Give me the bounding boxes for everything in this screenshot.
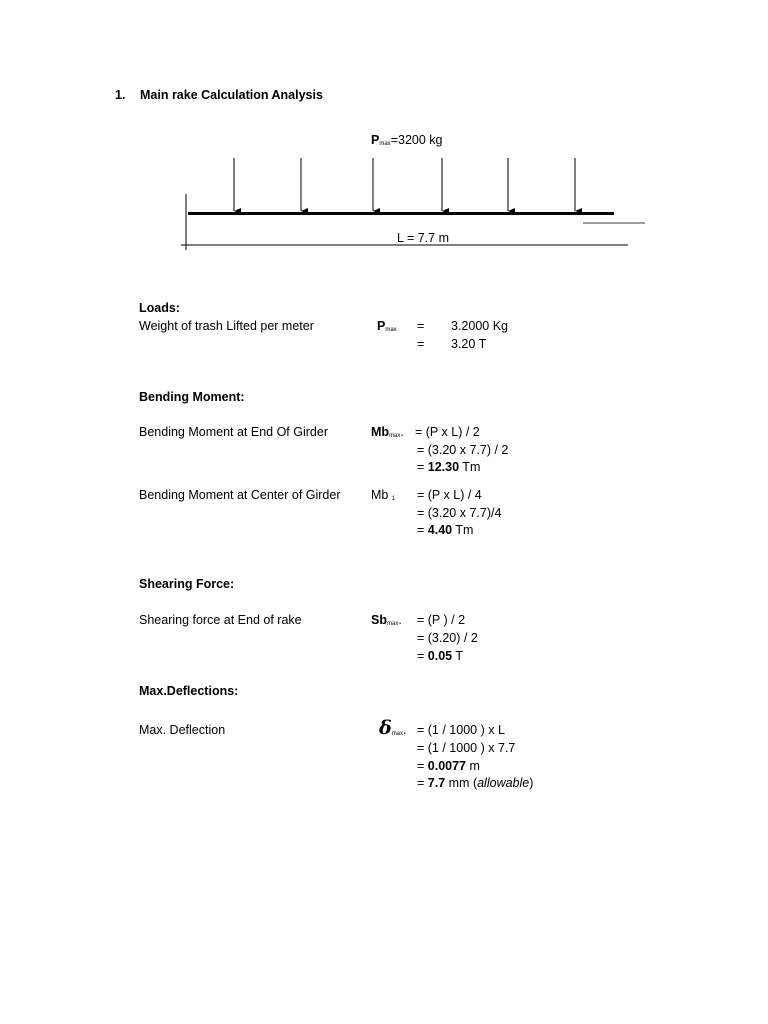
deflection-line-1: = (1 / 1000 ) x L	[417, 723, 505, 737]
bending-heading: Bending Moment:	[139, 390, 245, 404]
deflection-result-mm: = 7.7 mm (allowable)	[417, 776, 534, 790]
loads-label: Weight of trash Lifted per meter	[139, 319, 314, 333]
bending-center-line-1: = (P x L) / 4	[417, 488, 482, 502]
shearing-heading: Shearing Force:	[139, 577, 235, 591]
bending-center-result: = 4.40 Tm	[417, 523, 474, 537]
length-label: L = 7.7 m	[397, 231, 449, 245]
bending-end-result: = 12.30 Tm	[417, 460, 481, 474]
shearing-line-1: = (P ) / 2	[417, 613, 466, 627]
shearing-symbol: Sbmax.	[371, 613, 402, 627]
bending-center-label: Bending Moment at Center of Girder	[139, 488, 341, 502]
shearing-result: = 0.05 T	[417, 649, 464, 663]
deflection-heading: Max.Deflections:	[139, 684, 239, 698]
deflection-result-m: = 0.0077 m	[417, 759, 480, 773]
loads-heading: Loads:	[139, 301, 180, 315]
shearing-label: Shearing force at End of rake	[139, 613, 302, 627]
loads-eq-2: =	[417, 337, 425, 351]
shearing-line-2: = (3.20) / 2	[417, 631, 478, 645]
section-number: 1.	[115, 88, 126, 102]
bending-end-symbol: Mbmax.	[371, 425, 404, 439]
loads-value-2: 3.20 T	[451, 337, 487, 351]
load-label: Pmax=3200 kg	[371, 133, 443, 147]
bending-end-line-2: = (3.20 x 7.7) / 2	[417, 443, 509, 457]
section-title: Main rake Calculation Analysis	[140, 88, 323, 102]
bending-end-line-1: = (P x L) / 2	[415, 425, 480, 439]
bending-end-label: Bending Moment at End Of Girder	[139, 425, 328, 439]
deflection-line-2: = (1 / 1000 ) x 7.7	[417, 741, 516, 755]
loads-eq-1: =	[417, 319, 425, 333]
bending-center-line-2: = (3.20 x 7.7)/4	[417, 506, 502, 520]
loads-value-1: 3.2000 Kg	[451, 319, 508, 333]
deflection-label: Max. Deflection	[139, 723, 226, 737]
loads-symbol: Pmax	[377, 319, 397, 333]
bending-center-symbol: Mb 1	[371, 488, 396, 502]
deflection-symbol: δmax.	[379, 717, 407, 739]
